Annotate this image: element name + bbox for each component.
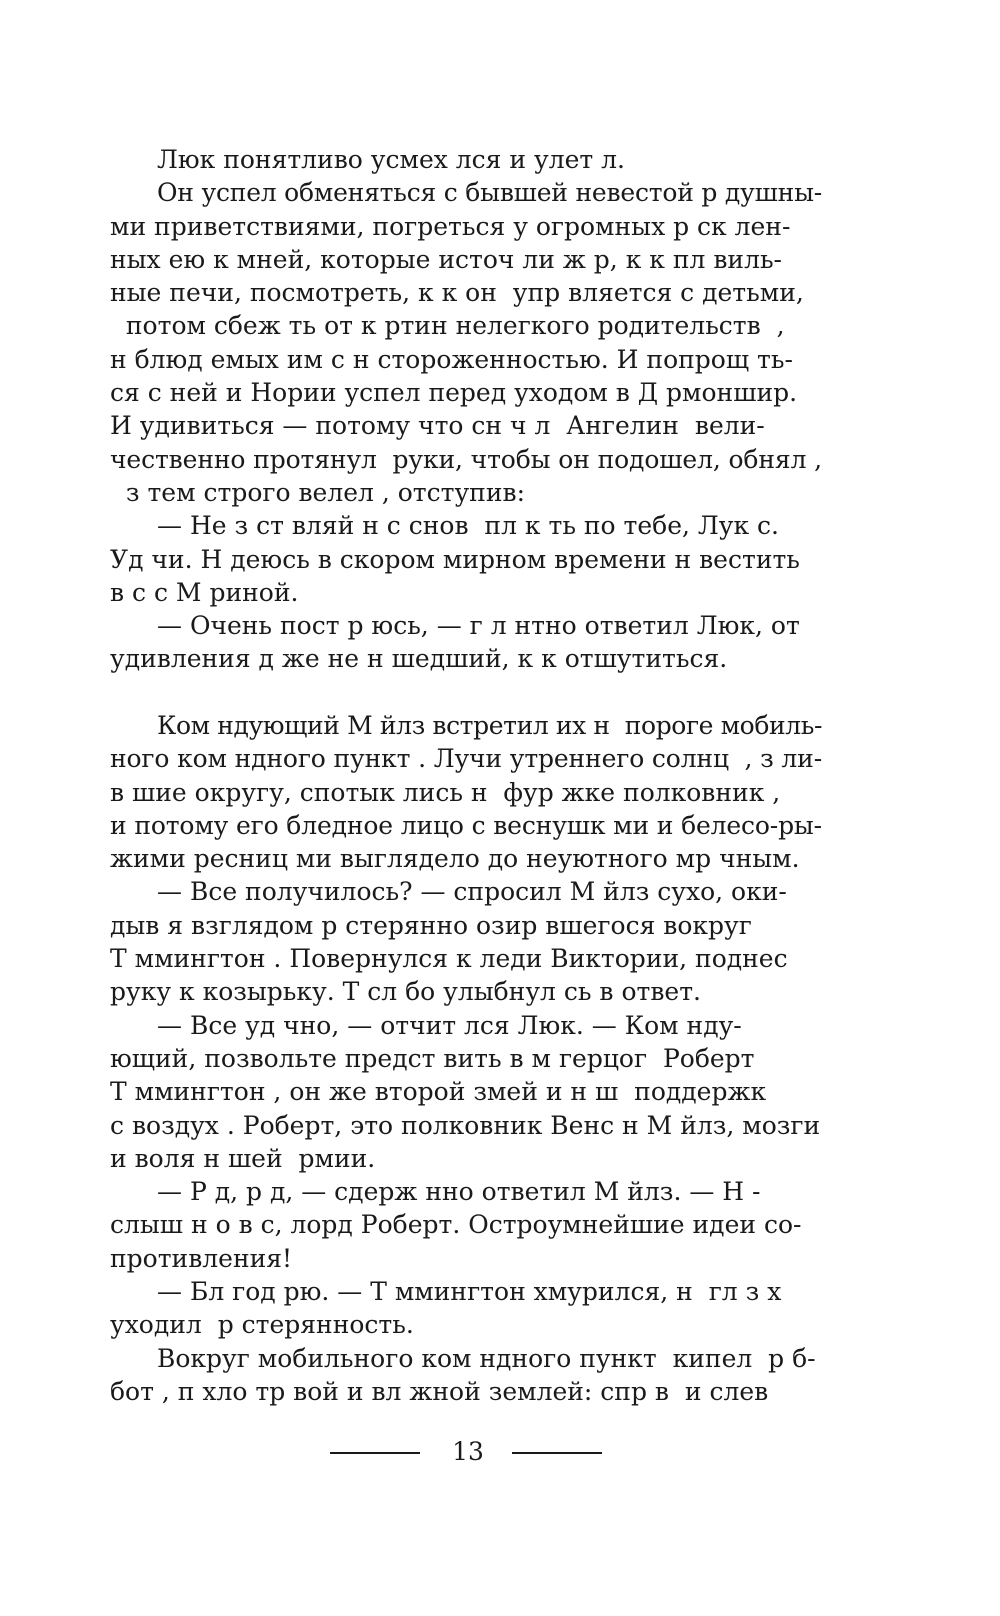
text-line: Т ммингтон . Повернулся к леди Виктории, поднес	[110, 944, 788, 974]
text-line: Он успел обменяться с бывшей невестой р душны-	[157, 178, 822, 208]
page-footer	[0, 1432, 1000, 1472]
text-line: противления!	[110, 1243, 293, 1273]
text-line: Люк понятливо усмех лся и улет л.	[157, 145, 625, 174]
text-line: с воздух . Роберт, это полковник Венс н М йлз, мозги	[110, 1110, 821, 1140]
text-line: чественно протянул руки, чтобы он подошел, обнял ,	[110, 444, 822, 474]
text-line: в шие округу, спотык лись н фур жке полковник ,	[110, 777, 781, 807]
text-line: бот , п хло тр вой и вл жной землей: спр в и слев	[110, 1376, 769, 1406]
text-line: ющий, позвольте предст вить в м герцог Роберт	[110, 1043, 755, 1073]
text-line: удивления д же не н шедший, к к отшутиться.	[110, 644, 728, 674]
text-line: жими ресниц ми выглядело до неуютного мр чным.	[110, 844, 800, 874]
footer-rule-left	[330, 1452, 420, 1454]
text-line: Ком ндующий М йлз встретил их н пороге мобиль-	[157, 711, 822, 740]
text-line: и воля н шей рмии.	[110, 1143, 376, 1173]
text-line: слыш н о в с, лорд Роберт. Остроумнейшие идеи со-	[110, 1210, 802, 1240]
footer-rule-right	[512, 1452, 602, 1454]
text-line: — Бл год рю. — Т ммингтон хмурился, н гл з х	[157, 1277, 782, 1307]
text-line: — Р д, р д, — сдерж нно ответил М йлз. — Н -	[157, 1177, 761, 1207]
page-number: 13	[452, 1437, 484, 1466]
text-line: Уд чи. Н деюсь в скором мирном времени н вестить	[110, 544, 800, 574]
text-line: — Все получилось? — спросил М йлз сухо, оки-	[157, 877, 787, 907]
text-line: н блюд емых им с н стороженностью. И попрощ ть-	[110, 344, 793, 374]
text-line: ные печи, посмотреть, к к он упр вляется с детьми,	[110, 278, 804, 308]
text-line: Т ммингтон , он же второй змей и н ш поддержк	[110, 1077, 767, 1107]
text-line: ми приветствиями, погреться у огромных р ск лен-	[110, 211, 791, 241]
text-line: ного ком ндного пункт . Лучи утреннего солнц , з ли-	[110, 744, 823, 774]
text-line: руку к козырьку. Т сл бо улыбнул сь в ответ.	[110, 977, 701, 1007]
text-line: И удивиться — потому что сн ч л Ангелин вели-	[110, 411, 765, 441]
text-line: и потому его бледное лицо с веснушк ми и белесо-ры-	[110, 810, 822, 840]
text-line: ся с ней и Нории успел перед уходом в Д рмоншир.	[110, 378, 798, 408]
text-line: — Очень пост р юсь, — г л нтно ответил Люк, от	[157, 611, 800, 641]
text-block-2	[110, 709, 822, 1408]
text-line: — Не з ст вляй н с снов пл к ть по тебе, Лук с.	[157, 511, 779, 541]
text-line: — Все уд чно, — отчит лся Люк. — Ком нду-	[157, 1010, 742, 1040]
text-line: дыв я взглядом р стерянно озир вшегося вокруг	[110, 910, 752, 940]
text-line: Вокруг мобильного ком ндного пункт кипел р б-	[157, 1343, 816, 1373]
text-line: ных ею к мней, которые источ ли ж р, к к пл виль-	[110, 244, 783, 274]
text-block-1	[110, 143, 822, 676]
text-line: з тем строго велел , отступив:	[110, 477, 525, 507]
text-line: потом сбеж ть от к ртин нелегкого родительств ,	[110, 311, 785, 341]
text-line: уходил р стерянность.	[110, 1310, 414, 1340]
text-line: в с с М риной.	[110, 577, 299, 607]
